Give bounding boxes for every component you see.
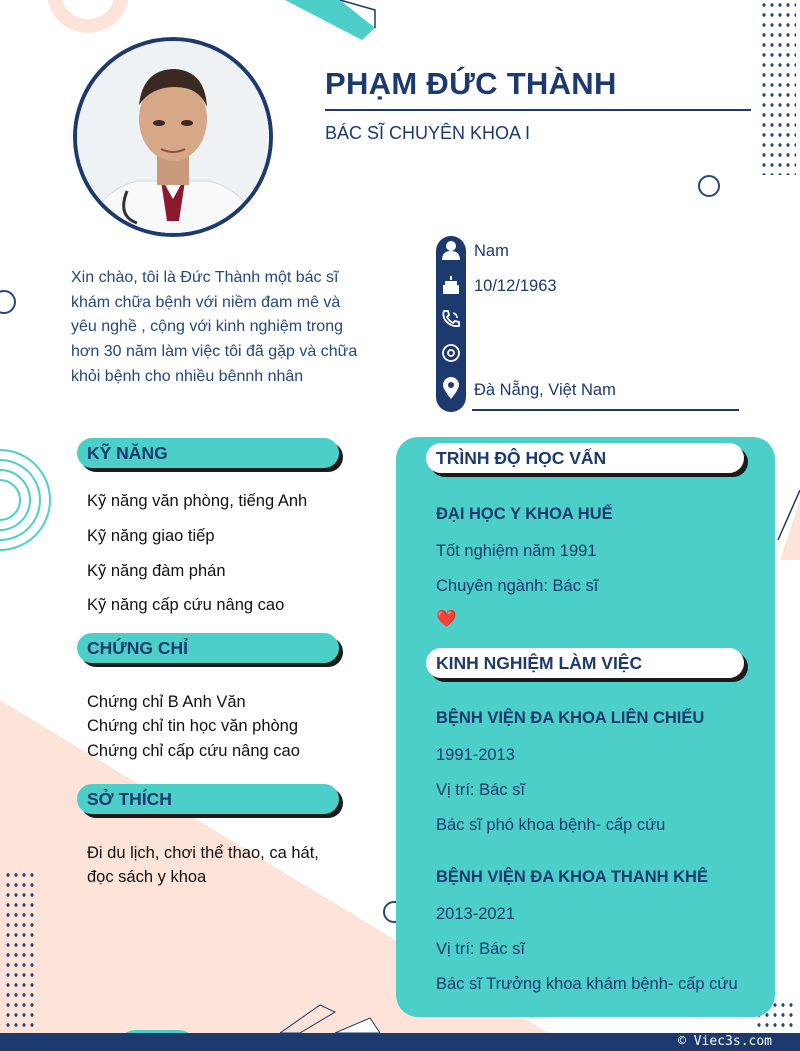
address-value: Đà Nẵng, Việt Nam (474, 381, 616, 399)
teal-arcs-decoration (0, 430, 60, 570)
job-org: BỆNH VIỆN ĐA KHOA LIÊN CHIỂU (436, 709, 705, 727)
skill-item: Kỹ năng đàm phán (87, 562, 226, 580)
footer-copyright: © Viec3s.com (678, 1034, 772, 1049)
certificate-item: Chứng chỉ cấp cứu nâng cao (87, 742, 300, 760)
job-period: 2013-2021 (436, 905, 515, 923)
dot-pattern-bottom-left (4, 870, 38, 1030)
skill-item: Kỹ năng văn phòng, tiếng Anh (87, 492, 308, 510)
birthday-value: 10/12/1963 (474, 277, 557, 295)
gender-value: Nam (474, 242, 509, 260)
certificate-item: Chứng chỉ tin học văn phòng (87, 717, 299, 735)
job-period: 1991-2013 (436, 746, 515, 764)
education-heading: TRÌNH ĐỘ HỌC VẤN (426, 443, 744, 473)
major: Chuyên ngành: Bác sĩ (436, 577, 599, 595)
skill-item: Kỹ năng cấp cứu nâng cao (87, 596, 285, 614)
certificates-heading: CHỨNG CHỈ (77, 633, 339, 663)
user-icon (436, 238, 466, 262)
hobbies-line: đọc sách y khoa (87, 868, 207, 886)
teal-bar-decoration (280, 0, 380, 45)
peach-ring-decoration (30, 0, 130, 40)
doctor-photo (73, 37, 273, 237)
experience-heading-pill (426, 648, 744, 678)
small-ring-left-decoration (0, 290, 16, 314)
contact-underline (472, 409, 739, 411)
at-icon (436, 341, 466, 365)
experience-heading: KINH NGHIỆM LÀM VIỆC (426, 648, 744, 678)
school-name: ĐẠI HỌC Y KHOA HUẾ (436, 505, 613, 523)
cake-icon (436, 273, 466, 297)
hobbies-line: Đi du lịch, chơi thể thao, ca hát, (87, 844, 319, 862)
job-position: Vị trí: Bác sĩ (436, 940, 525, 958)
location-pin-icon (436, 376, 466, 400)
skill-item: Kỹ năng giao tiếp (87, 527, 215, 545)
job-role: Bác sĩ Trưởng khoa khám bệnh- cấp cứu (436, 975, 738, 993)
small-ring-decoration (698, 175, 720, 197)
bar-decoration-bottom (280, 1000, 390, 1033)
graduation-year: Tốt nghiệm năm 1991 (436, 542, 597, 560)
job-position: Vị trí: Bác sĩ (436, 781, 525, 799)
intro-paragraph: Xin chào, tôi là Đức Thành một bác sĩ khám chữa bệnh với niềm đam mê và yêu nghề , cộng với kinh nghiệm trong hơn 30 năm làm việc tôi đã gặp và chữa khỏi bệnh cho nhiều bênnh nhân (71, 269, 358, 385)
certificate-item: Chứng chỉ B Anh Văn (87, 693, 246, 711)
name-underline (325, 109, 751, 111)
job-org: BỆNH VIỆN ĐA KHOA THANH KHÊ (436, 868, 708, 886)
dot-pattern-top-right (760, 0, 796, 175)
education-heading-pill (426, 443, 744, 473)
job-role: Bác sĩ phó khoa bệnh- cấp cứu (436, 816, 666, 834)
skills-heading-pill (77, 438, 339, 468)
heart-emoji: ❤️ (436, 610, 457, 628)
candidate-name: PHẠM ĐỨC THÀNH (325, 66, 617, 101)
hobbies-heading-pill (77, 784, 339, 814)
contact-icon-bar (436, 236, 466, 412)
job-title: BÁC SĨ CHUYÊN KHOA I (325, 123, 531, 143)
phone-icon (436, 307, 466, 331)
hobbies-heading: SỞ THÍCH (77, 784, 339, 814)
certificates-heading-pill (77, 633, 339, 663)
skills-heading: KỸ NĂNG (77, 438, 339, 468)
